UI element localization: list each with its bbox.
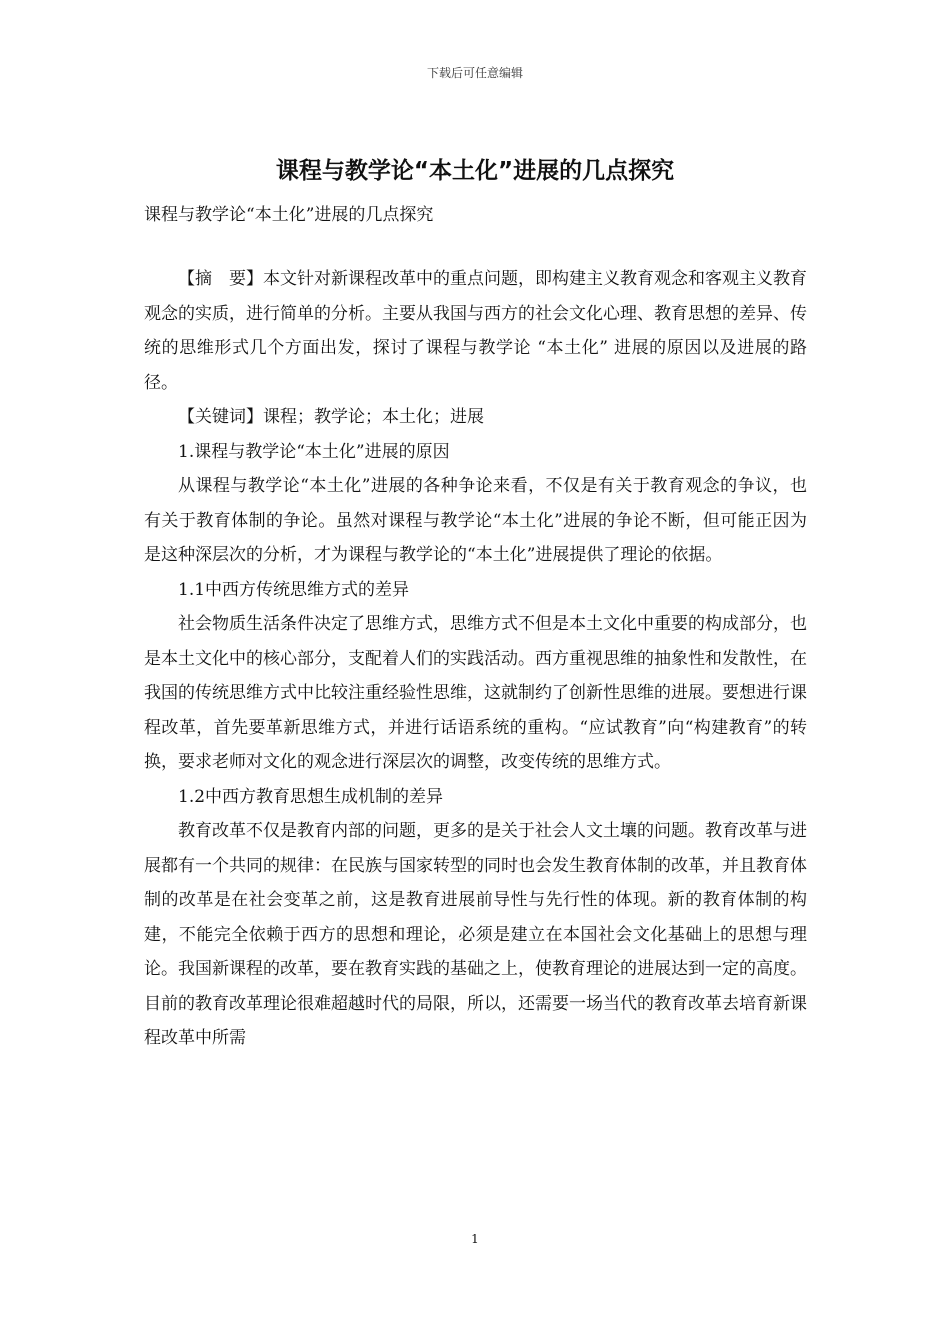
body-text	[144, 262, 807, 1056]
page-number: 1	[471, 1232, 479, 1246]
subtitle: 课程与教学论“本土化”进展的几点探究	[144, 205, 434, 225]
page-title: 课程与教学论“本土化”进展的几点探究	[275, 158, 675, 184]
abstract-paragraph: 【摘 要】本文针对新课程改革中的重点问题，即构建主义教育观念和客观主义教育观念的实质，进行简单的分析。主要从我国与西方的社会文化心理、教育思想的差异、传统的思维形式几个方面出发，探讨了课程与教学论 “本土化” 进展的原因以及进展的路径。	[144, 269, 807, 393]
section-heading-1: 1.课程与教学论“本土化”进展的原因	[178, 441, 450, 462]
section-heading-1-1: 1.1中西方传统思维方式的差异	[178, 579, 410, 600]
section-heading-1-2: 1.2中西方教育思想生成机制的差异	[178, 786, 444, 807]
body-paragraph: 社会物质生活条件决定了思维方式，思维方式不但是本土文化中重要的构成部分，也是本土文化中的核心部分，支配着人们的实践活动。西方重视思维的抽象性和发散性，在我国的传统思维方式中比较注重经验性思维，这就制约了创新性思维的进展。要想进行课程改革，首先要革新思维方式，并进行话语系统的重构。“应试教育”向“构建教育”的转换，要求老师对文化的观念进行深层次的调整，改变传统的思维方式。	[144, 614, 807, 772]
keywords-paragraph: 【关键词】课程；教学论；本土化；进展	[178, 407, 484, 427]
header-note: 下载后可任意编辑	[426, 66, 523, 80]
body-paragraph: 教育改革不仅是教育内部的问题，更多的是关于社会人文土壤的问题。教育改革与进展都有一个共同的规律：在民族与国家转型的同时也会发生教育体制的改革，并且教育体制的改革是在社会变革之前，这是教育进展前导性与先行性的体现。新的教育体制的构建，不能完全依赖于西方的思想和理论，必须是建立在本国社会文化基础上的思想与理论。我国新课程的改革，要在教育实践的基础之上，使教育理论的进展达到一定的高度。目前的教育改革理论很难超越时代的局限，所以，还需要一场当代的教育改革去培育新课程改革中所需	[144, 821, 807, 1048]
body-paragraph: 从课程与教学论“本土化”进展的各种争论来看，不仅是有关于教育观念的争议，也有关于教育体制的争论。虽然对课程与教学论“本土化”进展的争论不断，但可能正因为是这种深层次的分析，才为课程与教学论的“本土化”进展提供了理论的依据。	[144, 476, 807, 565]
